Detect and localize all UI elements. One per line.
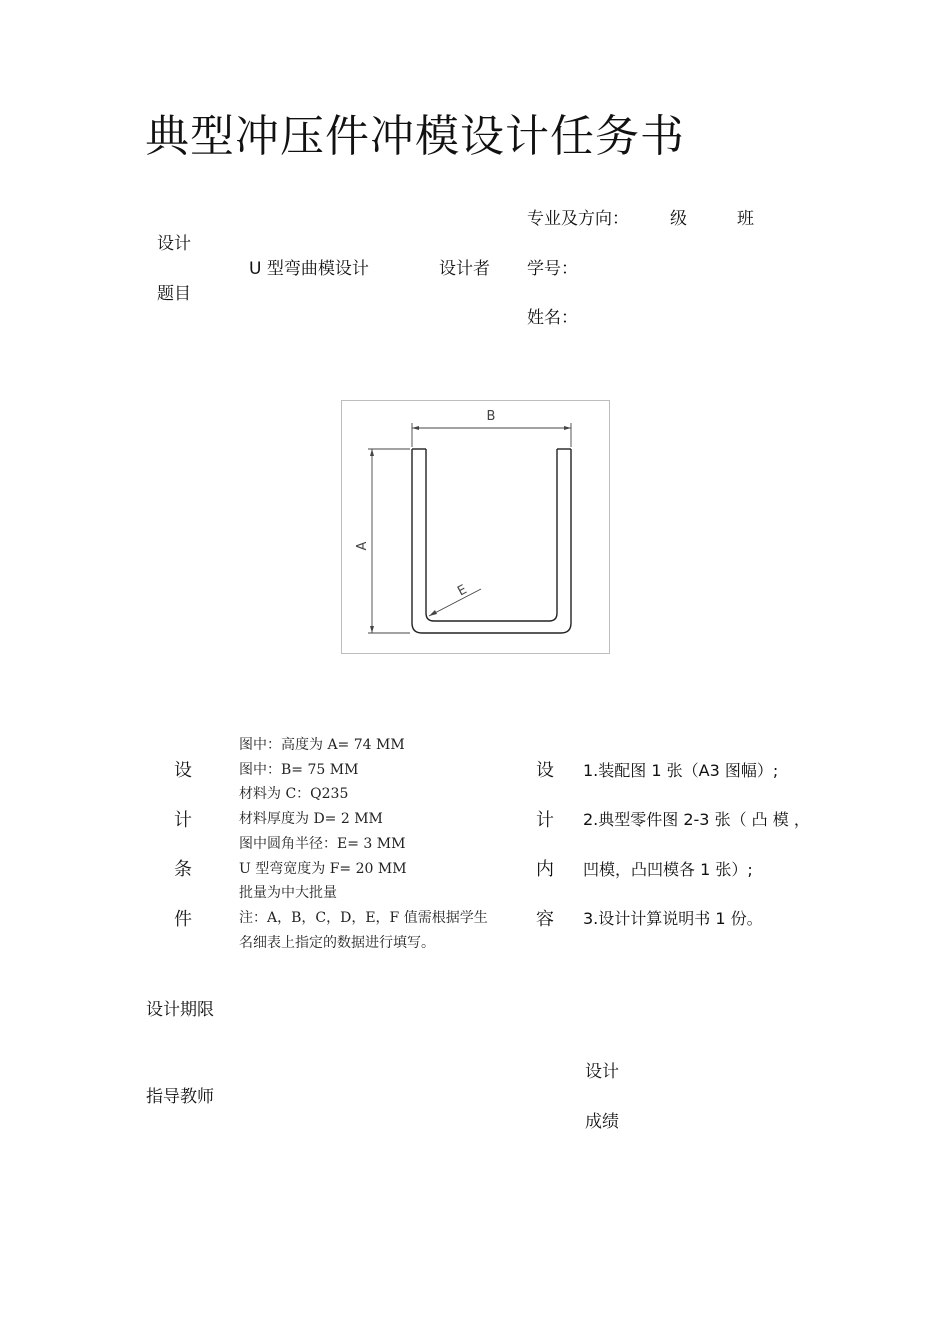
major-label: 专业及方向： (527, 209, 629, 229)
condition-line-radius: 图中圆角半径：E= 3 MM (239, 836, 406, 852)
content-line-parts-1: 2.典型零件图 2-3 张（ 凸 模 ， (583, 810, 810, 829)
condition-line-u-width: U 型弯宽度为 F= 20 MM (239, 861, 407, 877)
content-label-char-2: 计 (536, 810, 554, 831)
u-bend-drawing (341, 400, 610, 654)
content-label-char-3: 内 (536, 859, 554, 880)
content-label-char-1: 设 (536, 760, 554, 781)
conditions-label-char-2: 计 (174, 810, 192, 831)
topic-label-line1: 设计 (157, 234, 191, 254)
b-arrow-left (412, 426, 419, 430)
supervisor-label: 指导教师 (146, 1087, 214, 1107)
content-label-char-4: 容 (536, 909, 554, 930)
a-arrow-top (370, 449, 374, 456)
condition-line-thickness: 材料厚度为 D= 2 MM (239, 811, 383, 827)
grade-label: 级 (670, 209, 687, 229)
condition-line-note-1: 注：A，B，C，D，E，F 值需根据学生 (239, 910, 488, 926)
condition-line-width: 图中：B= 75 MM (239, 762, 359, 778)
design-period-label: 设计期限 (146, 1000, 214, 1020)
u-bend-drawing-svg (342, 401, 611, 655)
name-label: 姓名： (527, 308, 578, 328)
condition-line-height: 图中：高度为 A= 74 MM (239, 737, 405, 753)
condition-line-note-2: 名细表上指定的数据进行填写。 (239, 935, 435, 951)
topic-label-line2: 题目 (157, 284, 191, 304)
conditions-label-char-1: 设 (174, 760, 192, 781)
condition-line-material: 材料为 C：Q235 (239, 786, 349, 802)
dimension-label-b: B (486, 409, 496, 424)
b-arrow-right (564, 426, 571, 430)
a-arrow-bottom (370, 626, 374, 633)
content-line-assembly: 1.装配图 1 张（A3 图幅）; (583, 761, 779, 780)
e-leader-arrow (429, 610, 437, 616)
content-line-manual: 3.设计计算说明书 1 份。 (583, 909, 763, 928)
designer-label: 设计者 (439, 259, 490, 279)
condition-line-batch: 批量为中大批量 (239, 885, 337, 901)
design-grade-label-line1: 设计 (585, 1062, 619, 1082)
class-label: 班 (737, 209, 754, 229)
page-title: 典型冲压件冲模设计任务书 (145, 111, 685, 162)
topic-value: U 型弯曲模设计 (249, 259, 369, 279)
u-inner-profile (426, 449, 557, 621)
content-line-parts-2: 凹模，凸凹模各 1 张）; (583, 860, 753, 879)
dimension-label-e: E (455, 582, 470, 600)
dimension-label-a: A (355, 541, 370, 551)
conditions-label-char-3: 条 (174, 859, 192, 880)
design-grade-label-line2: 成绩 (585, 1112, 619, 1132)
u-outer-profile (412, 449, 571, 633)
e-leader-line (429, 589, 481, 616)
conditions-label-char-4: 件 (174, 909, 192, 930)
student-id-label: 学号： (527, 259, 578, 279)
